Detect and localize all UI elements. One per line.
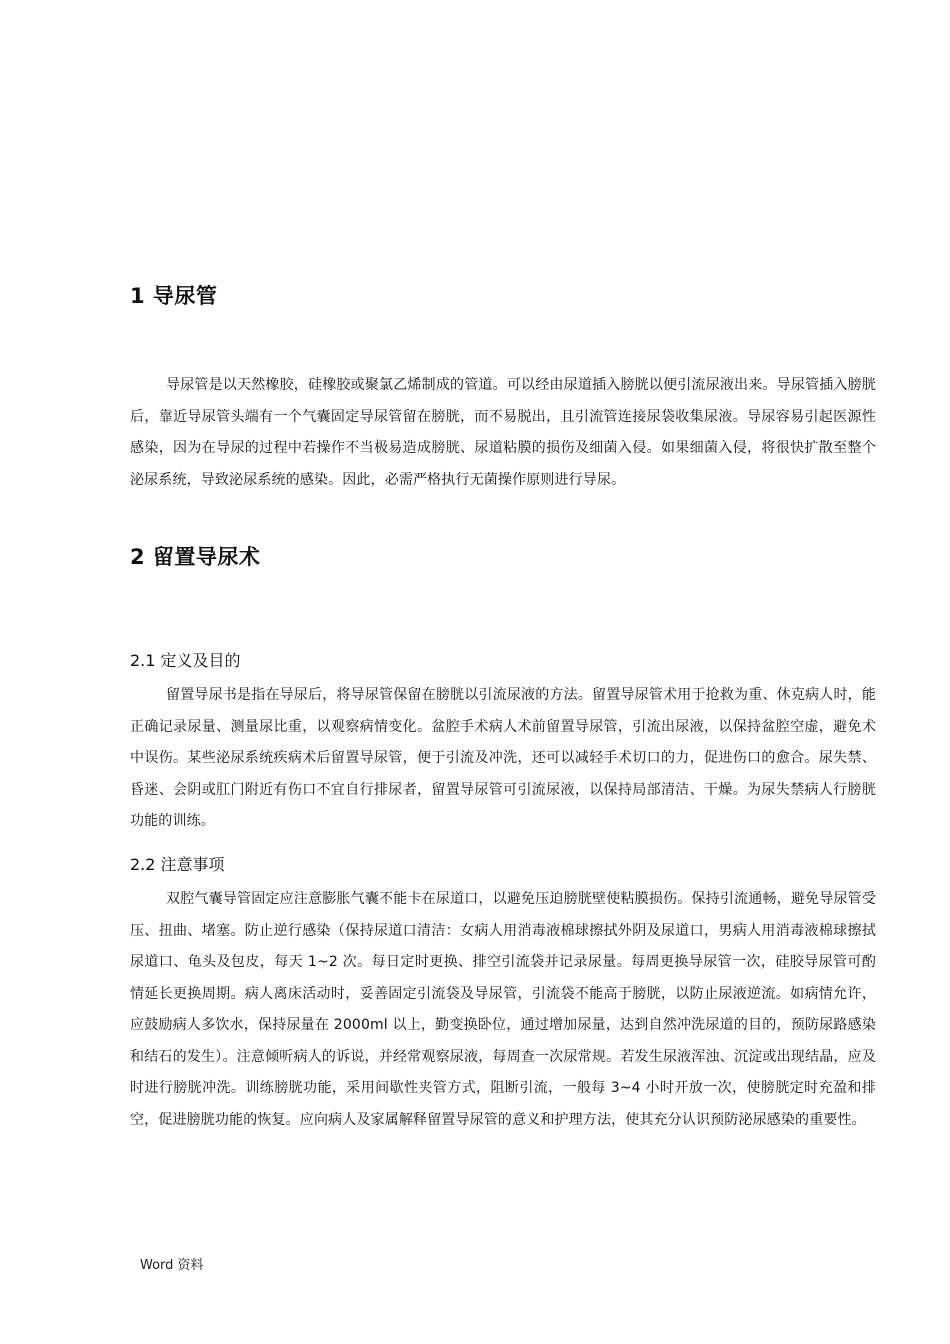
section-2-heading: 2 留置导尿术 [130, 545, 261, 569]
subsection-2-2-heading: 2.2 注意事项 [130, 855, 225, 874]
page-footer: Word 资料 [140, 1258, 204, 1273]
subsection-2-1-paragraph: 留置导尿书是指在导尿后，将导尿管保留在膀胱以引流尿液的方法。留置导尿管术用于抢救为重、休克病人时，能正确记录尿量、测量尿比重，以观察病情变化。盆腔手术病人术前留置导尿管，引流出尿液，以保持盆腔空虚，避免术中误伤。某些泌尿系统疾病术后留置导尿管，便于引流及冲洗，还可以减轻手术切口的力，促进伤口的愈合。尿失禁、昏迷、会阴或肛门附近有伤口不宜自行排尿者，留置导尿管可引流尿液，以保持局部清洁、干燥。为尿失禁病人行膀胱功能的训练。 [130, 687, 876, 829]
section-1-paragraph: 导尿管是以天然橡胶，硅橡胶或聚氯乙烯制成的管道。可以经由尿道插入膀胱以便引流尿液出来。导尿管插入膀胱后，靠近导尿管头端有一个气囊固定导尿管留在膀胱，而不易脱出，且引流管连接尿袋收集尿液。导尿容易引起医源性感染，因为在导尿的过程中若操作不当极易造成膀胱、尿道粘膜的损伤及细菌入侵。如果细菌入侵，将很快扩散至整个泌尿系统，导致泌尿系统的感染。因此，必需严格执行无菌操作原则进行导尿。 [130, 377, 876, 488]
section-1-heading: 1 导尿管 [130, 284, 218, 308]
subsection-2-1-heading: 2.1 定义及目的 [130, 651, 241, 670]
subsection-2-2-paragraph: 双腔气囊导管固定应注意膨胀气囊不能卡在尿道口，以避免压迫膀胱壁使粘膜损伤。保持引流通畅，避免导尿管受压、扭曲、堵塞。防止逆行感染（保持尿道口清洁：女病人用消毒液棉球擦拭外阴及尿道口，男病人用消毒液棉球擦拭尿道口、龟头及包皮，每天 1~2 次。每日定时更换、排空引流袋并记录尿量。每周更换导尿管一次，硅胶导尿管可酌情延长更换周期。病人离床活动时，妥善固定引流袋及导尿管，引流袋不能高于膀胱，以防止尿液逆流。如病情允许，应鼓励病人多饮水，保持尿量在 2000ml 以上，勤变换卧位，通过增加尿量，达到自然冲洗尿道的目的，预防尿路感染和结石的发生）。注意倾听病人的诉说，并经常观察尿液，每周查一次尿常规。若发生尿液浑浊、沉淀或出现结晶，应及时进行膀胱冲洗。训练膀胱功能，采用间歇性夹管方式，阻断引流，一般每 3~4 小时开放一次，使膀胱定时充盈和排空，促进膀胱功能的恢复。应向病人及家属解释留置导尿管的意义和护理方法，使其充分认识预防泌尿感染的重要性。 [130, 891, 876, 1128]
